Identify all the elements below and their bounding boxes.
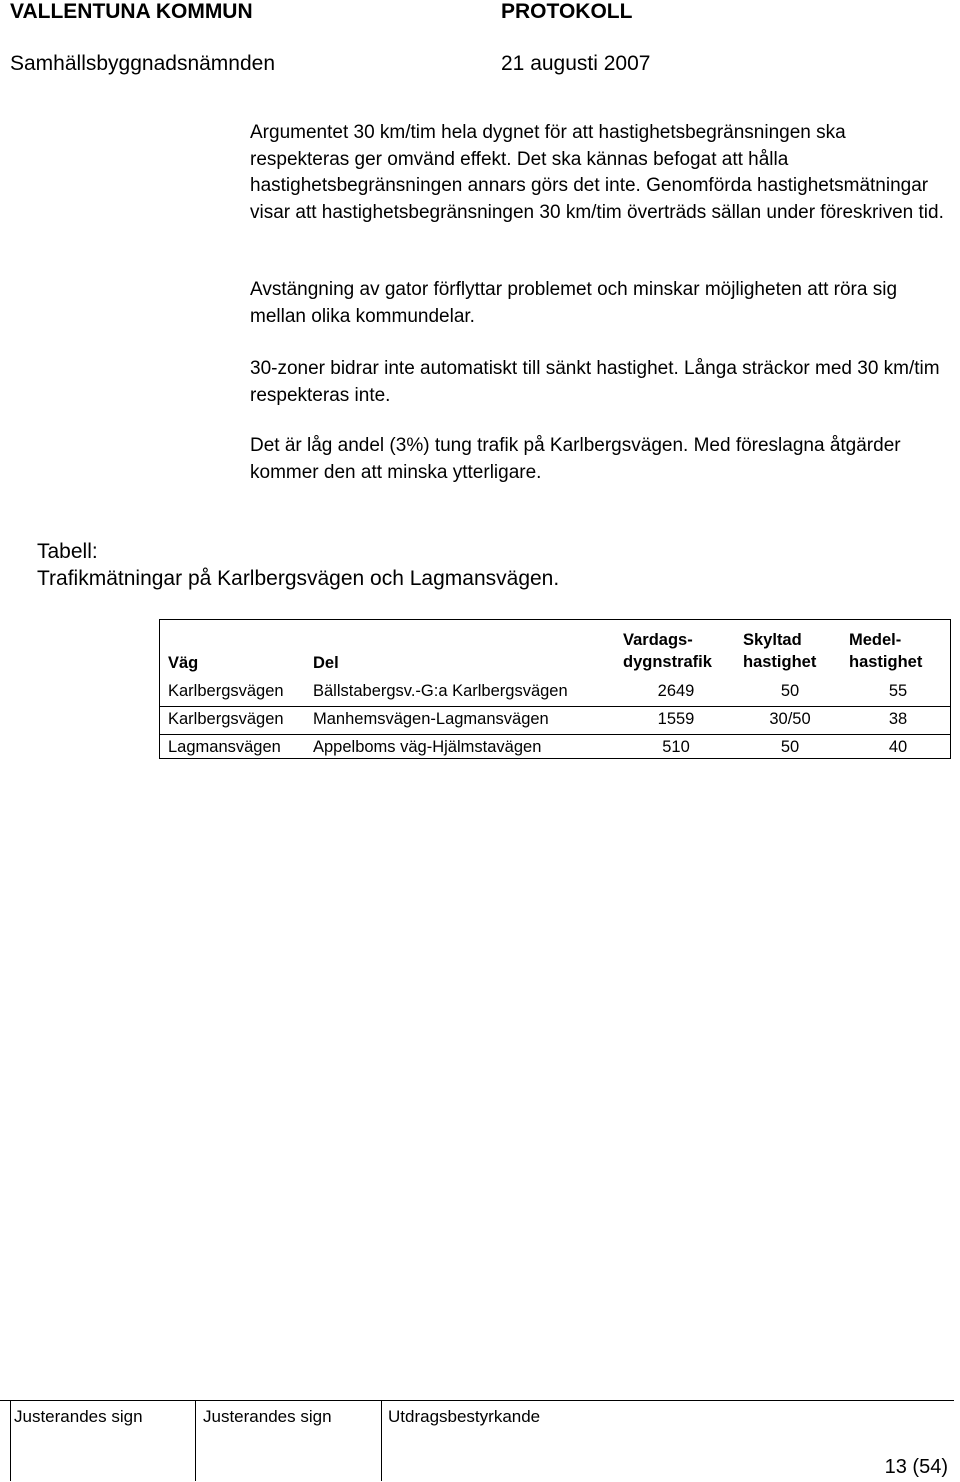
paragraph-closures: Avstängning av gator förflyttar problemet och minskar möjligheten att röra sig mellan olika kommundelar.: [250, 279, 898, 327]
signature-field-2: Justerandes sign: [203, 1407, 332, 1426]
extract-certification-field: Utdragsbestyrkande: [388, 1407, 541, 1426]
header-signed-speed: [743, 629, 816, 673]
footer-divider: [381, 1401, 382, 1481]
table-caption: [37, 538, 559, 592]
cell-road: Karlbergsvägen: [168, 710, 284, 728]
paragraph-heavy-traffic: Det är låg andel (3%) tung trafik på Karlbergsvägen. Med föreslagna åtgärder kommer den att minska ytterligare.: [250, 435, 901, 483]
header-traffic: [623, 629, 712, 673]
traffic-measurements-table: [159, 619, 951, 759]
organization-name: VALLENTUNA KOMMUN: [10, 0, 253, 23]
cell-average-speed: 38: [888, 710, 908, 728]
cell-road: Karlbergsvägen: [168, 682, 284, 700]
cell-section: Bällstabergsv.-G:a Karlbergsvägen: [313, 682, 568, 700]
header-traffic-line2: dygnstrafik: [623, 653, 712, 671]
row-divider: [160, 706, 950, 707]
table-caption-label: Tabell:: [37, 540, 98, 563]
cell-road: Lagmansvägen: [168, 738, 281, 756]
footer-divider: [195, 1401, 196, 1481]
cell-traffic: 510: [662, 738, 690, 756]
cell-section: Manhemsvägen-Lagmansvägen: [313, 710, 549, 728]
cell-signed-speed: 50: [780, 682, 800, 700]
paragraph-argument: Argumentet 30 km/tim hela dygnet för att hastighetsbegränsningen ska respekteras ger omvänd effekt. Det ska kännas befogat att hålla hastighetsbegränsningen annars görs det inte. Genomförda hastighetsmätningar visar att hastighetsbegränsningen 30 km/tim överträds sällan under föreskriven tid.: [250, 122, 944, 223]
row-divider: [160, 734, 950, 735]
cell-average-speed: 40: [888, 738, 908, 756]
header-section: Del: [313, 654, 339, 672]
header-road: Väg: [168, 654, 199, 672]
header-avg-line2: hastighet: [849, 653, 923, 671]
header-signed-line2: hastighet: [743, 653, 817, 671]
cell-average-speed: 55: [888, 682, 908, 700]
signature-field-1: Justerandes sign: [14, 1407, 143, 1426]
header-average-speed: [849, 629, 922, 673]
page-number: 13 (54): [884, 1456, 948, 1478]
cell-section: Appelboms väg-Hjälmstavägen: [313, 738, 542, 756]
footer-divider: [10, 1401, 11, 1481]
table-caption-title: Trafikmätningar på Karlbergsvägen och Lagmansvägen.: [37, 567, 560, 590]
cell-signed-speed: 50: [780, 738, 800, 756]
cell-traffic: 2649: [657, 682, 695, 700]
paragraph-30-zones: 30-zoner bidrar inte automatiskt till sänkt hastighet. Långa sträckor med 30 km/tim respekteras inte.: [250, 358, 940, 406]
document-type: PROTOKOLL: [501, 0, 633, 23]
meeting-date: 21 augusti 2007: [501, 52, 651, 75]
signature-footer: [0, 1400, 954, 1481]
committee-name: Samhällsbyggnadsnämnden: [10, 52, 276, 75]
cell-signed-speed: 30/50: [769, 710, 811, 728]
header-traffic-line1: Vardags-: [623, 631, 693, 649]
cell-traffic: 1559: [657, 710, 695, 728]
header-signed-line1: Skyltad: [743, 631, 802, 649]
header-avg-line1: Medel-: [849, 631, 902, 649]
